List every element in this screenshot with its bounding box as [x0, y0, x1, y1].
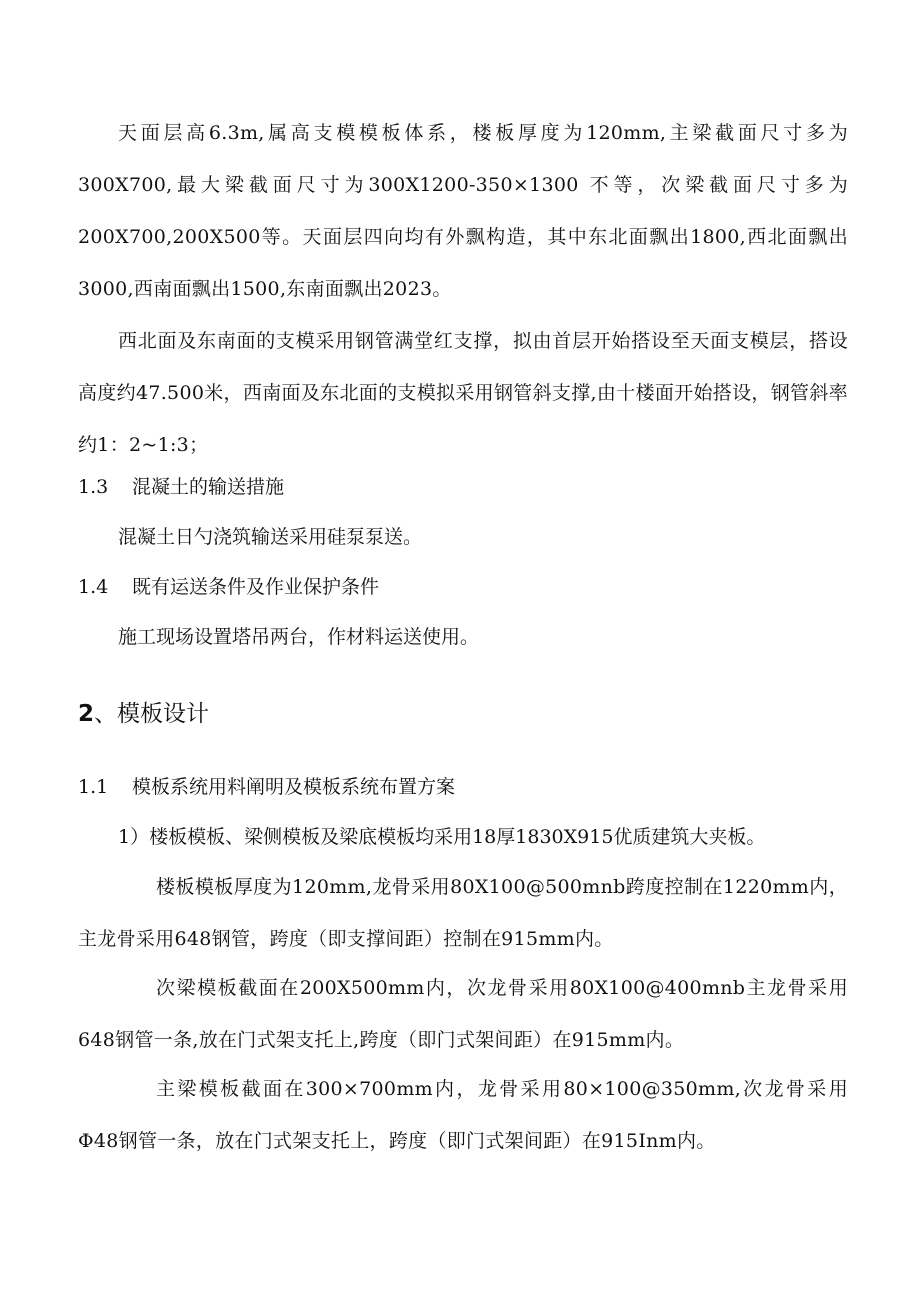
- section-title: 模板系统用料阐明及模板系统布置方案: [132, 776, 456, 798]
- paragraph-concrete-delivery: 混凝土日勺浇筑输送采用硅泵泵送。: [118, 526, 423, 548]
- paragraph-roof-structure: 天面层高6.3m,属高支模模板体系，楼板厚度为120mm,主梁截面尺寸多为300X700,最大梁截面尺寸为300X1200-350×1300 不等，次梁截面尺寸多为200X700,200X500等。天面层四向均有外飘构造，其中东北面飘出1800,西北面飘出3000,西南面飘出1500,东南面飘出2023。: [78, 122, 848, 300]
- section-number: 1.4: [78, 576, 109, 598]
- chapter-number: 2: [78, 701, 95, 727]
- paragraph-floor-formwork: 楼板模板厚度为120mm,龙骨采用80X100@500mnb跨度控制在1220mm内，主龙骨采用648钢管，跨度（即支撑间距）控制在915mm内。: [78, 876, 848, 950]
- section-title: 既有运送条件及作业保护条件: [132, 576, 380, 598]
- section-title: 混凝土的输送措施: [132, 476, 285, 498]
- chapter-title: 、模板设计: [94, 701, 210, 727]
- paragraph-tower-crane: 施工现场设置塔吊两台，作材料运送使用。: [118, 626, 480, 648]
- paragraph-secondary-beam-formwork: 次梁模板截面在200X500mm内，次龙骨采用80X100@400mnb主龙骨采用648钢管一条,放在门式架支托上,跨度（即门式架间距）在915mm内。: [78, 977, 848, 1051]
- paragraph-support-scheme: 西北面及东南面的支模采用钢管满堂红支撑，拟由首层开始搭设至天面支模层，搭设高度约47.500米，西南面及东北面的支模拟采用钢管斜支撑,由十楼面开始搭设，钢管斜率约1：2~1:3；: [78, 330, 848, 456]
- section-heading-1-3: [78, 472, 848, 502]
- section-heading-1-4: [78, 572, 848, 602]
- section-heading-1-1: [78, 772, 848, 802]
- chapter-heading-2: [78, 698, 209, 730]
- list-item-formwork-material: 1）楼板模板、梁侧模板及梁底模板均采用18厚1830X915优质建筑大夹板。: [118, 826, 766, 848]
- paragraph-main-beam-formwork: 主梁模板截面在300×700mm内，龙骨采用80×100@350mm,次龙骨采用Φ48钢管一条，放在门式架支托上，跨度（即门式架间距）在915Inm内。: [78, 1078, 848, 1152]
- section-number: 1.1: [78, 776, 109, 798]
- section-number: 1.3: [78, 476, 109, 498]
